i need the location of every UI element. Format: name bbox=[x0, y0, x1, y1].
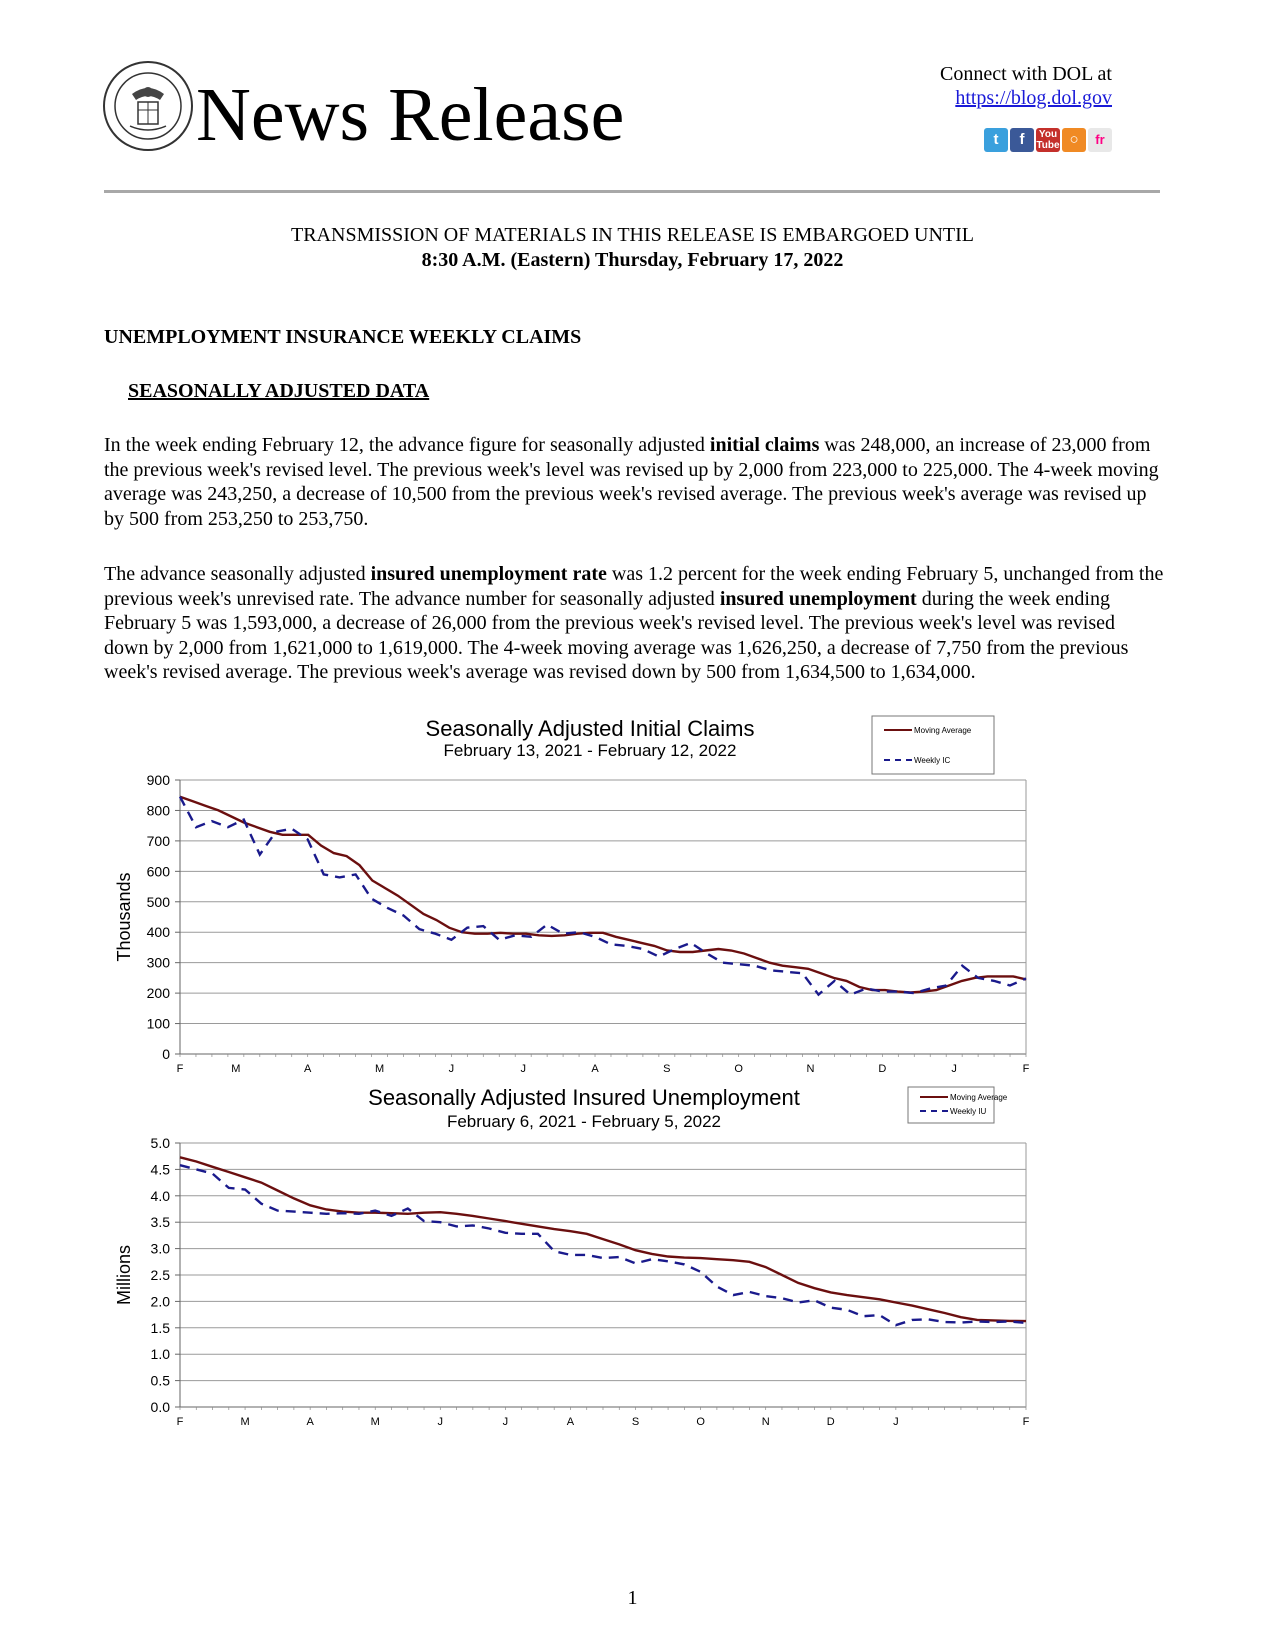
x-tick-label: M bbox=[370, 1416, 380, 1428]
x-tick-label: M bbox=[374, 1063, 385, 1075]
page-title: News Release bbox=[196, 73, 625, 157]
p2-bold-rate: insured unemployment rate bbox=[370, 563, 607, 585]
y-tick-label: 300 bbox=[146, 954, 170, 971]
x-tick-label: M bbox=[231, 1063, 241, 1075]
x-tick-label: J bbox=[437, 1416, 444, 1428]
x-tick-label: M bbox=[240, 1416, 250, 1428]
connect-block bbox=[940, 62, 1112, 110]
y-tick-label: 900 bbox=[146, 772, 170, 788]
x-tick-label: J bbox=[448, 1063, 455, 1075]
twitter-icon[interactable]: t bbox=[984, 128, 1008, 152]
y-tick-label: 800 bbox=[146, 802, 170, 819]
x-tick-label: N bbox=[761, 1416, 770, 1428]
x-tick-label: F bbox=[176, 1063, 184, 1075]
legend-label: Weekly IU bbox=[950, 1107, 987, 1116]
y-tick-label: 100 bbox=[146, 1015, 170, 1032]
y-axis-label: Thousands bbox=[114, 872, 134, 962]
y-tick-label: 3.0 bbox=[150, 1240, 170, 1257]
chart-subtitle: February 6, 2021 - February 5, 2022 bbox=[446, 1112, 722, 1131]
x-tick-label: D bbox=[826, 1416, 835, 1428]
insured-unemployment-chart bbox=[104, 1085, 1204, 1487]
x-tick-label: J bbox=[520, 1063, 526, 1075]
y-tick-label: 700 bbox=[146, 832, 170, 849]
y-tick-label: 3.5 bbox=[150, 1214, 170, 1231]
x-tick-label: J bbox=[951, 1063, 957, 1075]
page-number: 1 bbox=[627, 1587, 638, 1609]
p2-text-1: The advance seasonally adjusted bbox=[104, 563, 371, 585]
p2-text-3: during the week ending February 5 was 1,593,000, a decrease of 26,000 from the previous week's revised level. The previous week's level was revised down by 2,000 from 1,621,000 to 1,619,000. The 4-week moving average was 1,626,250, a decrease of 7,750 from the previous week's revised average. The previous week's average was revised down by 500 from 1,634,500 to 1,634,000. bbox=[104, 587, 1129, 683]
legend-label: Moving Average bbox=[914, 726, 972, 735]
legend-label: Moving Average bbox=[950, 1093, 1008, 1102]
chart-subtitle: February 13, 2021 - February 12, 2022 bbox=[443, 741, 737, 760]
y-tick-label: 0 bbox=[162, 1046, 170, 1062]
x-tick-label: J bbox=[502, 1416, 509, 1428]
blog-icon[interactable]: ○ bbox=[1062, 128, 1086, 152]
series-line-weekly-ic bbox=[180, 797, 1026, 995]
x-tick-label: F bbox=[176, 1416, 184, 1428]
x-tick-label: A bbox=[306, 1416, 314, 1428]
subsection-heading: SEASONALLY ADJUSTED DATA bbox=[128, 380, 430, 402]
y-tick-label: 600 bbox=[146, 863, 170, 880]
y-tick-label: 1.5 bbox=[150, 1319, 170, 1336]
initial-claims-chart bbox=[104, 716, 1204, 1118]
initial-claims-paragraph bbox=[104, 433, 1164, 531]
y-axis-label: Millions bbox=[114, 1244, 134, 1306]
legend-box bbox=[872, 716, 994, 774]
y-tick-label: 1.0 bbox=[150, 1346, 170, 1363]
connect-text: Connect with DOL at bbox=[939, 63, 1112, 85]
x-tick-label: O bbox=[696, 1416, 705, 1428]
chart-title: Seasonally Adjusted Initial Claims bbox=[425, 716, 755, 741]
chart-legend bbox=[872, 716, 994, 774]
blog-link[interactable]: https://blog.dol.gov bbox=[955, 87, 1112, 109]
header-divider bbox=[104, 190, 1160, 193]
x-tick-label: N bbox=[806, 1063, 815, 1075]
p2-text-2: was 1.2 percent for the week ending February 5, unchanged from the previous week's unrevised rate. The advance number for seasonally adjusted bbox=[104, 563, 1164, 610]
y-tick-label: 4.5 bbox=[150, 1161, 170, 1178]
y-tick-label: 5.0 bbox=[150, 1135, 170, 1151]
embargo-line-1: TRANSMISSION OF MATERIALS IN THIS RELEASE IS EMBARGOED UNTIL bbox=[291, 224, 974, 246]
embargo-notice bbox=[0, 223, 1265, 273]
insured-unemployment-paragraph bbox=[104, 562, 1164, 685]
legend-label: Weekly IC bbox=[914, 756, 951, 765]
y-tick-label: 0.0 bbox=[150, 1399, 170, 1415]
x-tick-label: F bbox=[1022, 1416, 1030, 1428]
y-tick-label: 2.5 bbox=[150, 1267, 170, 1283]
chart-legend bbox=[908, 1087, 1008, 1123]
facebook-icon[interactable]: f bbox=[1010, 128, 1034, 152]
p1-text-2: was 248,000, an increase of 23,000 from the previous week's revised level. The previous week's level was revised up by 2,000 from 223,000 to 225,000. The 4-week moving average was 243,250, a decrease of 10,500 from the previous week's revised average. The previous week's average was revised up by 500 from 253,250 to 253,750. bbox=[104, 434, 1159, 530]
y-tick-label: 0.5 bbox=[150, 1372, 170, 1389]
x-tick-label: J bbox=[893, 1416, 899, 1428]
dol-seal-logo bbox=[102, 60, 194, 152]
x-tick-label: S bbox=[631, 1416, 640, 1428]
p1-text-1: In the week ending February 12, the advance figure for seasonally adjusted bbox=[104, 434, 710, 456]
x-tick-label: A bbox=[304, 1063, 312, 1075]
embargo-line-2: 8:30 A.M. (Eastern) Thursday, February 17, 2022 bbox=[421, 249, 844, 271]
series-line-moving-average bbox=[180, 1157, 1026, 1321]
x-tick-label: A bbox=[591, 1063, 599, 1075]
y-tick-label: 200 bbox=[146, 985, 170, 1002]
y-tick-label: 400 bbox=[146, 924, 170, 941]
x-tick-label: O bbox=[734, 1063, 743, 1075]
x-tick-label: D bbox=[878, 1063, 887, 1075]
youtube-icon[interactable]: You Tube bbox=[1036, 129, 1060, 151]
y-tick-label: 500 bbox=[146, 893, 170, 910]
chart-title: Seasonally Adjusted Insured Unemployment bbox=[368, 1085, 800, 1110]
y-tick-label: 2.0 bbox=[150, 1293, 170, 1310]
section-heading: UNEMPLOYMENT INSURANCE WEEKLY CLAIMS bbox=[104, 326, 582, 348]
x-tick-label: A bbox=[566, 1416, 575, 1428]
p2-bold-insured-unemployment: insured unemployment bbox=[719, 587, 917, 610]
flickr-icon[interactable]: fr bbox=[1088, 128, 1112, 152]
p1-bold-initial-claims: initial claims bbox=[709, 434, 820, 456]
x-tick-label: S bbox=[663, 1063, 671, 1075]
x-tick-label: F bbox=[1022, 1063, 1030, 1075]
social-icons bbox=[984, 128, 1112, 152]
y-tick-label: 4.0 bbox=[150, 1187, 170, 1204]
